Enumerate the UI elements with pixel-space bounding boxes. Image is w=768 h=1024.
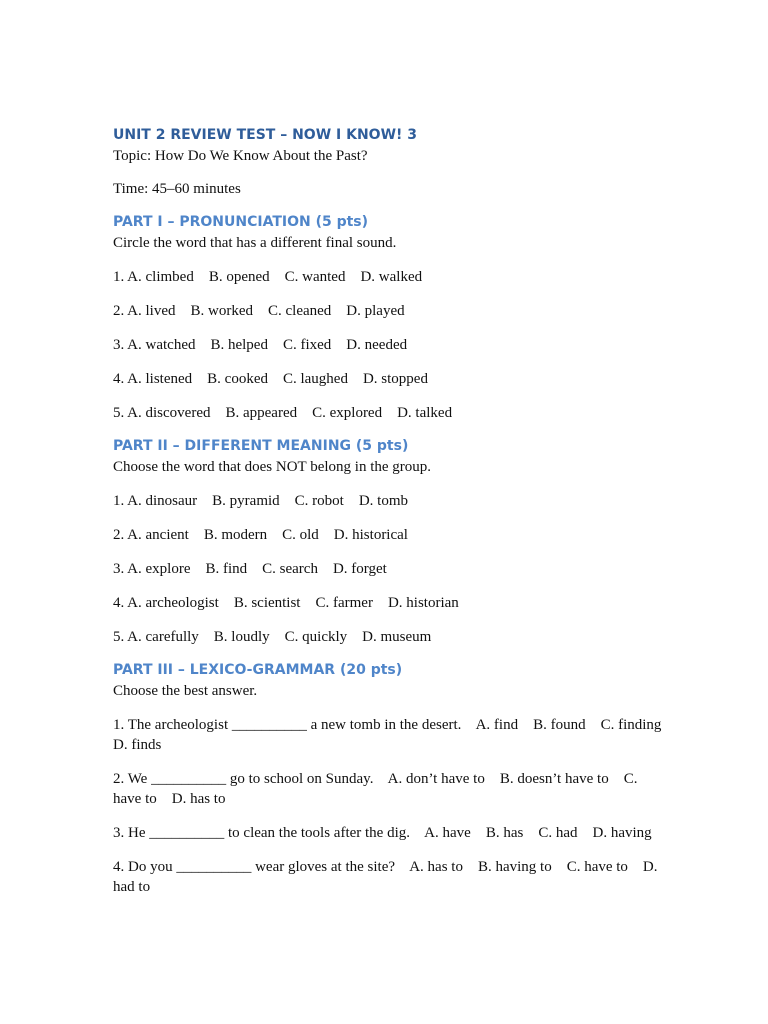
time-line: Time: 45–60 minutes [113, 181, 241, 197]
question-item: 1. A. climbed B. opened C. wanted D. walked [113, 269, 423, 285]
question-item: 1. The archeologist __________ a new tomb in the desert. A. find B. found C. finding D. finds [113, 717, 677, 753]
question-item: 3. A. watched B. helped C. fixed D. needed [113, 337, 408, 353]
document-title: UNIT 2 REVIEW TEST – NOW I KNOW! 3 [113, 127, 418, 143]
question-item: 4. Do you __________ wear gloves at the site? A. has to B. having to C. have to D. had to [113, 859, 662, 895]
part1-section [113, 212, 668, 423]
question-item: 2. We __________ go to school on Sunday. A. don’t have to B. doesn’t have to C. have to D. has to [113, 771, 642, 807]
part2-instruction: Choose the word that does NOT belong in the group. [113, 459, 432, 475]
question-item: 5. A. carefully B. loudly C. quickly D. museum [113, 629, 432, 645]
question-item: 1. A. dinosaur B. pyramid C. robot D. tomb [113, 493, 408, 509]
part3-heading: PART III – LEXICO-GRAMMAR (20 pts) [113, 662, 403, 678]
part1-instruction: Circle the word that has a different final sound. [113, 235, 397, 251]
question-item: 2. A. lived B. worked C. cleaned D. played [113, 303, 405, 319]
part3-instruction: Choose the best answer. [113, 683, 258, 699]
question-item: 5. A. discovered B. appeared C. explored D. talked [113, 405, 453, 421]
question-item: 4. A. listened B. cooked C. laughed D. stopped [113, 371, 428, 387]
question-item: 2. A. ancient B. modern C. old D. historical [113, 527, 408, 543]
part3-section [113, 660, 677, 897]
question-item: 4. A. archeologist B. scientist C. farmer D. historian [113, 595, 459, 611]
part1-heading: PART I – PRONUNCIATION (5 pts) [113, 214, 369, 230]
part2-heading: PART II – DIFFERENT MEANING (5 pts) [113, 438, 409, 454]
topic-line: Topic: How Do We Know About the Past? [113, 148, 368, 164]
question-item: 3. He __________ to clean the tools after the dig. A. have B. has C. had D. having [113, 825, 652, 841]
question-item: 3. A. explore B. find C. search D. forget [113, 561, 387, 577]
part2-section [113, 436, 668, 647]
